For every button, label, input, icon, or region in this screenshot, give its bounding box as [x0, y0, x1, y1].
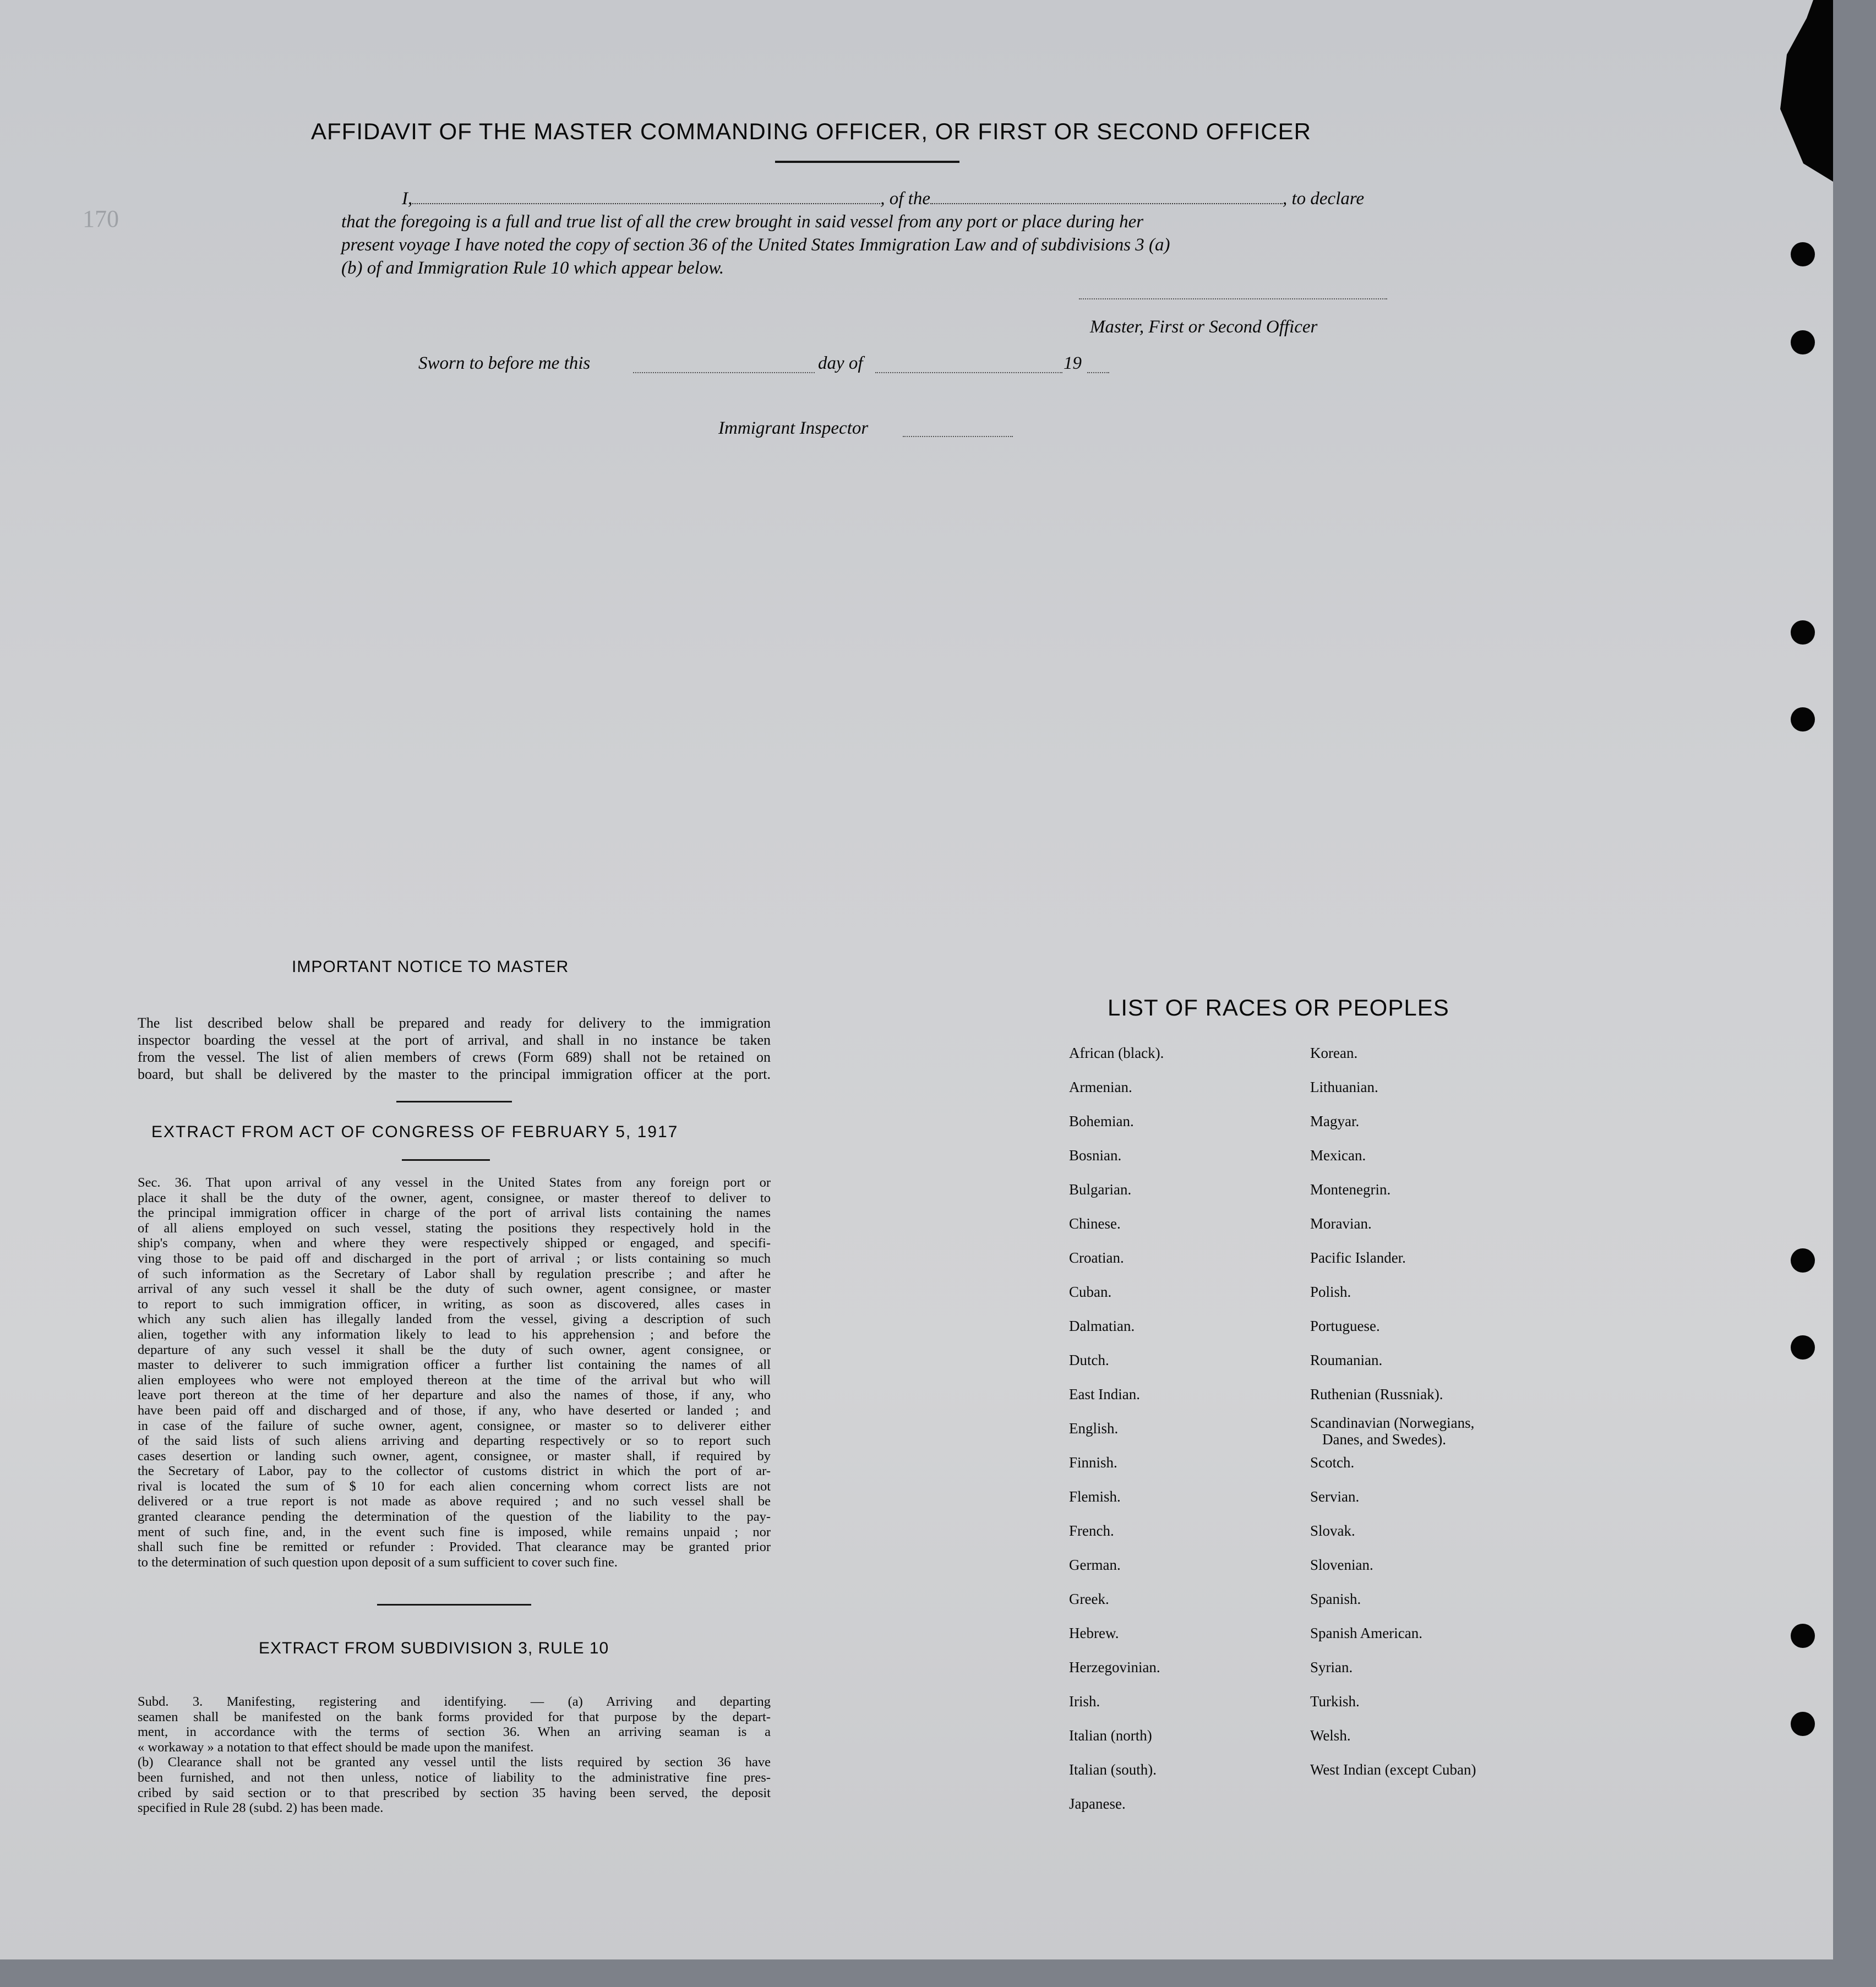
name-field[interactable] — [412, 203, 880, 204]
race-item: Finnish. — [1069, 1454, 1117, 1471]
race-item: Welsh. — [1310, 1727, 1351, 1744]
rule-line: been furnished, and not then unless, notice of liability to the administrative fine pres- — [138, 1770, 771, 1785]
race-item: Magyar. — [1310, 1113, 1360, 1129]
race-item: Chinese. — [1069, 1215, 1121, 1232]
race-item: Ruthenian (Russniak). — [1310, 1386, 1443, 1402]
race-item: Spanish American. — [1310, 1625, 1422, 1641]
punch-hole — [1791, 707, 1815, 732]
race-item: Italian (north) — [1069, 1727, 1152, 1744]
race-item: Scandinavian (Norwegians, — [1310, 1415, 1475, 1431]
margin-number: 170 — [83, 205, 119, 232]
year-field[interactable] — [1087, 372, 1109, 373]
race-item: Moravian. — [1310, 1215, 1372, 1232]
race-item: Dutch. — [1069, 1352, 1109, 1368]
vessel-field[interactable] — [930, 203, 1283, 204]
affidavit-title: AFFIDAVIT OF THE MASTER COMMANDING OFFICER, OR FIRST OR SECOND OFFICER — [311, 118, 1311, 144]
race-item: Flemish. — [1069, 1488, 1121, 1505]
act-line: to report to such immigration officer, in writing, as soon as discovered, alles cases in — [138, 1296, 771, 1312]
act-line: Sec. 36. That upon arrival of any vessel in the United States from any foreign port or — [138, 1175, 771, 1190]
act-line: ship's company, when and where they were respectively shipped or engaged, and specifi- — [138, 1236, 771, 1251]
act-line: which any such alien has illegally landed from the vessel, giving a description of such — [138, 1312, 771, 1327]
act-line: leave port thereon at the time of her departure and also the names of those, if any, who — [138, 1388, 771, 1403]
punch-hole — [1791, 620, 1815, 645]
affidavit-text — [341, 187, 1398, 280]
race-item: Korean. — [1310, 1045, 1358, 1061]
act-line: delivered or a true report is not made as above required ; and no such vessel shall be — [138, 1494, 771, 1509]
rule-line: specified in Rule 28 (subd. 2) has been made. — [138, 1800, 384, 1816]
race-item: Scotch. — [1310, 1454, 1355, 1471]
race-item: Hebrew. — [1069, 1625, 1119, 1641]
race-item: Greek. — [1069, 1591, 1109, 1607]
year-prefix: 19 — [1064, 353, 1082, 373]
rule-line: ment, in accordance with the terms of section 36. When an arriving seaman is a — [138, 1724, 771, 1740]
affidavit-line-2: that the foregoing is a full and true list of all the crew brought in said vessel from any port or place during her — [341, 212, 1144, 232]
race-item: West Indian (except Cuban) — [1310, 1761, 1476, 1778]
rule-line: seamen shall be manifested on the bank forms provided for that purpose by the depart- — [138, 1709, 771, 1724]
rule-line: (b) Clearance shall not be granted any vessel until the lists required by section 36 have — [138, 1755, 771, 1770]
act-line: alien, together with any information likely to lead to his apprehension ; and before the — [138, 1327, 771, 1342]
rule-line: cribed by said section or to that prescribed by section 35 having been served, the deposit — [138, 1785, 771, 1800]
sworn-day-field[interactable] — [633, 372, 815, 373]
punch-hole — [1791, 1712, 1815, 1736]
races-title: LIST OF RACES OR PEOPLES — [1108, 995, 1449, 1020]
punch-hole — [1791, 1248, 1815, 1273]
act-end-rule — [377, 1604, 531, 1606]
inspector-label: Immigrant Inspector — [718, 418, 869, 438]
title-rule — [775, 161, 959, 163]
act-line: rival is located the sum of $ 10 for each alien concerning whom correct lists are not — [138, 1478, 771, 1494]
act-line: the Secretary of Labor, pay to the collector of customs district in which the port of ar- — [138, 1464, 771, 1479]
race-item: Bohemian. — [1069, 1113, 1134, 1129]
race-item: Montenegrin. — [1310, 1181, 1391, 1198]
signer-label: Master, First or Second Officer — [1090, 317, 1318, 337]
rule-text — [138, 1694, 771, 1816]
act-line: of such information as the Secretary of Labor shall by regulation prescribe ; and after he — [138, 1266, 771, 1281]
act-line: master to deliverer to such immigration officer a further list containing the names of all — [138, 1357, 771, 1373]
affidavit-line-3: present voyage I have noted the copy of section 36 of the United States Immigration Law and of subdivisions 3 (a) — [341, 235, 1170, 255]
sworn-month-field[interactable] — [875, 372, 1062, 373]
race-item: Turkish. — [1310, 1693, 1360, 1710]
act-line: of the said lists of such aliens arriving and departing respectively or so to report such — [138, 1433, 771, 1449]
notice-heading: IMPORTANT NOTICE TO MASTER — [292, 958, 569, 976]
race-item: Lithuanian. — [1310, 1079, 1378, 1095]
race-item: Italian (south). — [1069, 1761, 1157, 1778]
torn-corner — [1767, 0, 1833, 182]
act-line: of all aliens employed on such vessel, stating the positions they respectively hold in the — [138, 1220, 771, 1236]
notice-body — [138, 1014, 771, 1083]
rule-heading: EXTRACT FROM SUBDIVISION 3, RULE 10 — [259, 1639, 609, 1657]
race-item: Herzegovinian. — [1069, 1659, 1160, 1675]
punch-hole — [1791, 1624, 1815, 1648]
race-item: Armenian. — [1069, 1079, 1132, 1095]
race-item: Japanese. — [1069, 1795, 1126, 1812]
notice-line: from the vessel. The list of alien members of crews (Form 689) shall not be retained on — [138, 1049, 771, 1065]
act-heading: EXTRACT FROM ACT OF CONGRESS OF FEBRUARY 5, 1917 — [151, 1123, 679, 1141]
punch-hole — [1791, 242, 1815, 266]
race-item: Roumanian. — [1310, 1352, 1383, 1368]
of-the-label: , of the — [880, 189, 930, 209]
race-item: Polish. — [1310, 1284, 1351, 1300]
i-label: I, — [402, 189, 413, 209]
act-line: to the determination of such question upon deposit of a sum sufficient to cover such fine. — [138, 1554, 618, 1570]
race-item: Syrian. — [1310, 1659, 1353, 1675]
act-line: arrival of any such vessel it shall be the duty of such owner, agent consignee, or master — [138, 1281, 771, 1297]
to-declare-label: , to declare — [1282, 189, 1365, 209]
act-line: ving those to be paid off and discharged in the port of arrival ; or lists containing so much — [138, 1251, 771, 1266]
race-item: French. — [1069, 1522, 1114, 1539]
notice-line: inspector boarding the vessel at the port of arrival, and shall in no instance be taken — [138, 1032, 771, 1048]
sworn-label: Sworn to before me this — [418, 353, 591, 373]
race-item: Cuban. — [1069, 1284, 1112, 1300]
signature-line[interactable] — [1079, 298, 1387, 299]
race-item: East Indian. — [1069, 1386, 1140, 1402]
act-line: cases desertion or landing such owner, agent, consignee, or master shall, if required by — [138, 1448, 771, 1464]
act-line: place it shall be the duty of the owner, agent, consignee, or master thereof to deliver to — [138, 1190, 771, 1205]
race-item: Pacific Islander. — [1310, 1249, 1406, 1266]
race-item: Bulgarian. — [1069, 1181, 1132, 1198]
race-item: Portuguese. — [1310, 1318, 1380, 1334]
race-item: Spanish. — [1310, 1591, 1361, 1607]
notice-rule — [396, 1101, 512, 1102]
race-item: Irish. — [1069, 1693, 1100, 1710]
day-of-label: day of — [818, 353, 863, 373]
race-item: Bosnian. — [1069, 1147, 1122, 1164]
act-rule — [402, 1159, 490, 1161]
act-line: granted clearance pending the determination of the question of the liability to the pay- — [138, 1509, 771, 1525]
rule-line: « workaway » a notation to that effect should be made upon the manifest. — [138, 1739, 534, 1755]
punch-hole — [1791, 1335, 1815, 1360]
act-line: ment of such fine, and, in the event such fine is imposed, while remains unpaid ; nor — [138, 1524, 771, 1540]
act-text — [138, 1175, 771, 1570]
act-line: alien employees who were not employed thereon at the time of the arrival but who will — [138, 1372, 771, 1388]
race-item: Danes, and Swedes). — [1322, 1431, 1446, 1448]
race-item: Dalmatian. — [1069, 1318, 1135, 1334]
race-item: African (black). — [1069, 1045, 1164, 1061]
act-line: in case of the failure of suche owner, agent, consignee, or master so to deliverer either — [138, 1418, 771, 1433]
race-item: Slovak. — [1310, 1522, 1355, 1539]
affidavit-line-4: (b) of and Immigration Rule 10 which appear below. — [341, 258, 724, 278]
race-item: Servian. — [1310, 1488, 1360, 1505]
race-item: English. — [1069, 1420, 1119, 1437]
race-item: Croatian. — [1069, 1249, 1124, 1266]
act-line: shall such fine be remitted or refunder : Provided. That clearance may be granted prior — [138, 1540, 771, 1555]
act-line: departure of any such vessel it shall be the duty of such owner, agent consignee, or — [138, 1342, 771, 1357]
act-line: have been paid off and discharged and of those, if any, who have deserted or landed ; and — [138, 1402, 771, 1418]
notice-line: board, but shall be delivered by the master to the principal immigration officer at the port. — [138, 1066, 771, 1082]
punch-hole — [1791, 330, 1815, 354]
notice-line: The list described below shall be prepared and ready for delivery to the immigration — [138, 1015, 771, 1031]
inspector-signature-line[interactable] — [903, 436, 1013, 437]
race-item: Slovenian. — [1310, 1557, 1373, 1573]
rule-line: Subd. 3. Manifesting, registering and identifying. — (a) Arriving and departing — [138, 1694, 771, 1709]
act-line: the principal immigration officer in charge of the port of arrival lists containing the names — [138, 1205, 771, 1221]
race-item: German. — [1069, 1557, 1121, 1573]
race-item: Mexican. — [1310, 1147, 1366, 1164]
